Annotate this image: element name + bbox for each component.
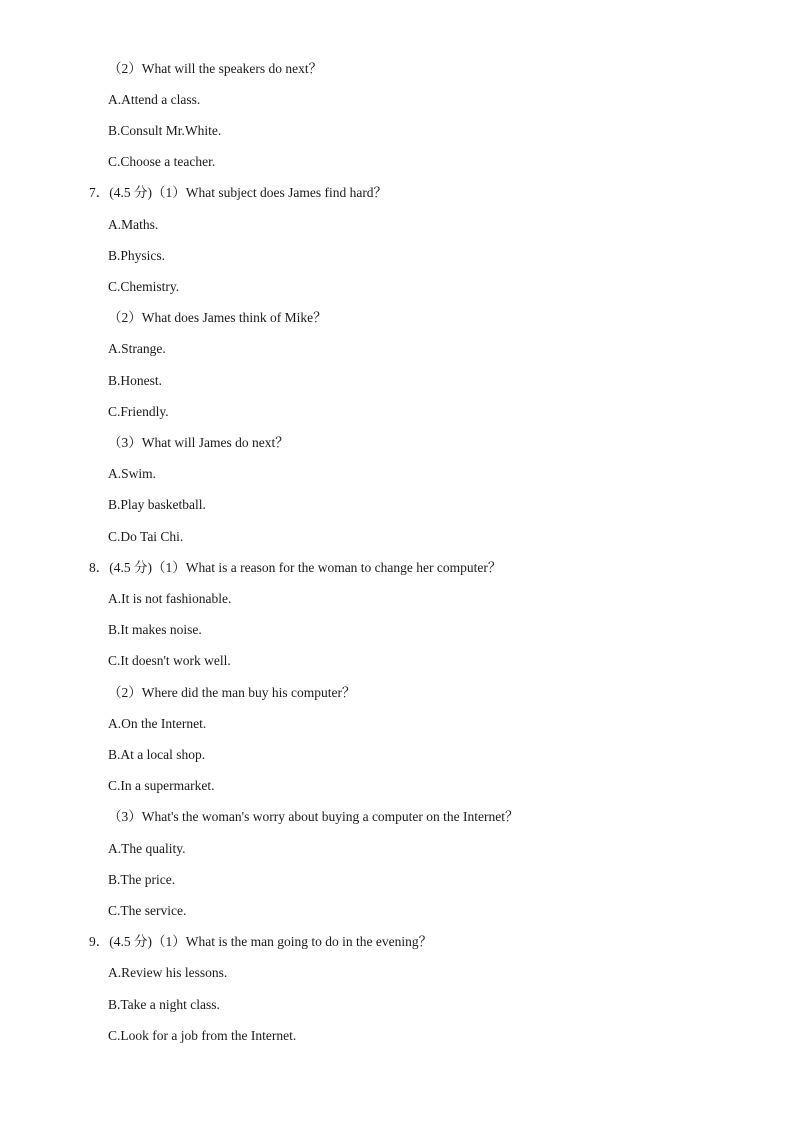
answer-option: B.Physics. bbox=[108, 248, 166, 263]
sub-question: （2）What does James think of Mike？ bbox=[108, 310, 327, 325]
answer-option: A.On the Internet. bbox=[108, 716, 207, 731]
answer-option: B.The price. bbox=[108, 872, 176, 887]
answer-option: C.Look for a job from the Internet. bbox=[108, 1028, 297, 1043]
answer-option: B.At a local shop. bbox=[108, 747, 206, 762]
question-heading: 7．(4.5 分)（1）What subject does James find hard？ bbox=[89, 185, 388, 200]
answer-option: B.Take a night class. bbox=[108, 997, 220, 1012]
answer-option: C.Choose a teacher. bbox=[108, 154, 216, 169]
answer-option: C.Chemistry. bbox=[108, 279, 180, 294]
question-heading: 9．(4.5 分)（1）What is the man going to do in the evening？ bbox=[89, 934, 433, 949]
answer-option: A.Swim. bbox=[108, 466, 157, 481]
answer-option: A.The quality. bbox=[108, 841, 186, 856]
answer-option: C.It doesn't work well. bbox=[108, 653, 231, 668]
sub-question: （2）Where did the man buy his computer？ bbox=[108, 685, 356, 700]
question-heading: 8．(4.5 分)（1）What is a reason for the woman to change her computer？ bbox=[89, 560, 502, 575]
answer-option: B.Consult Mr.White. bbox=[108, 123, 222, 138]
sub-question: （3）What's the woman's worry about buying a computer on the Internet？ bbox=[108, 809, 519, 824]
sub-question: （3）What will James do next？ bbox=[108, 435, 289, 450]
answer-option: A.Maths. bbox=[108, 217, 159, 232]
answer-option: C.Friendly. bbox=[108, 404, 169, 419]
answer-option: A.Attend a class. bbox=[108, 92, 201, 107]
answer-option: B.Honest. bbox=[108, 373, 162, 388]
answer-option: C.Do Tai Chi. bbox=[108, 529, 184, 544]
answer-option: B.Play basketball. bbox=[108, 497, 206, 512]
answer-option: B.It makes noise. bbox=[108, 622, 202, 637]
answer-option: A.It is not fashionable. bbox=[108, 591, 232, 606]
answer-option: A.Strange. bbox=[108, 341, 166, 356]
answer-option: A.Review his lessons. bbox=[108, 965, 228, 980]
answer-option: C.In a supermarket. bbox=[108, 778, 215, 793]
answer-option: C.The service. bbox=[108, 903, 187, 918]
sub-question: （2）What will the speakers do next？ bbox=[108, 61, 323, 76]
